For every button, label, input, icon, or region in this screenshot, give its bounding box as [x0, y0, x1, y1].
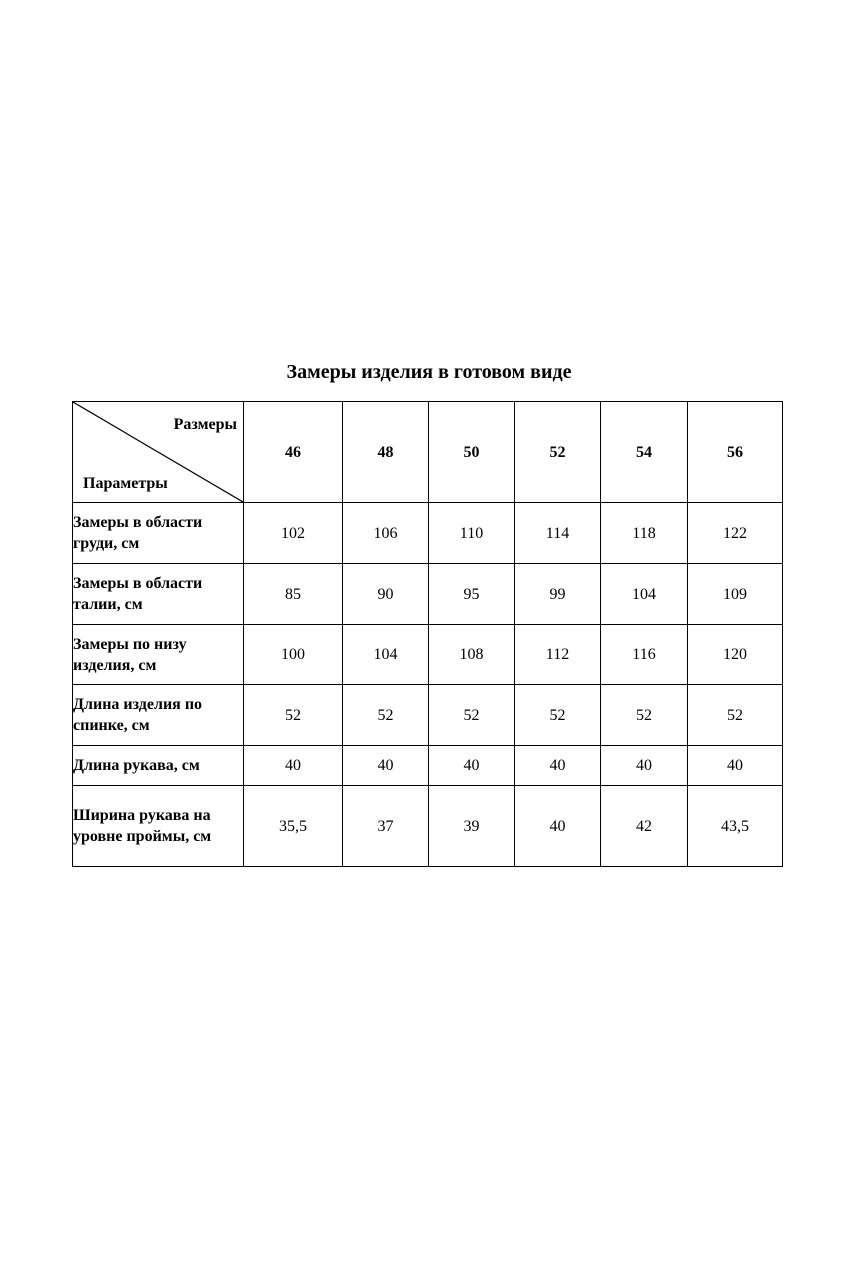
- table-row: [73, 625, 783, 685]
- table-cell: 112: [515, 625, 601, 685]
- table-cell: 114: [515, 503, 601, 564]
- table-cell: 40: [343, 746, 429, 786]
- table-cell: 106: [343, 503, 429, 564]
- table-cell: 52: [601, 685, 688, 746]
- table-cell: 120: [688, 625, 783, 685]
- table-cell: 104: [601, 564, 688, 625]
- table-row: [73, 746, 783, 786]
- table-cell: 40: [244, 746, 343, 786]
- table-cell: 90: [343, 564, 429, 625]
- header-row: [73, 402, 783, 503]
- table-cell: 118: [601, 503, 688, 564]
- row-label: Замеры в области груди, см: [73, 503, 244, 564]
- table-cell: 40: [601, 746, 688, 786]
- size-chart-table: [72, 401, 783, 867]
- table-cell: 122: [688, 503, 783, 564]
- row-label: Замеры по низу изделия, см: [73, 625, 244, 685]
- table-cell: 39: [429, 786, 515, 867]
- table-cell: 100: [244, 625, 343, 685]
- table-cell: 52: [343, 685, 429, 746]
- table-row: [73, 564, 783, 625]
- table-cell: 95: [429, 564, 515, 625]
- table-cell: 37: [343, 786, 429, 867]
- table-row: [73, 685, 783, 746]
- corner-params-label: Параметры: [83, 475, 168, 492]
- row-label: Длина изделия по спинке, см: [73, 685, 244, 746]
- table-cell: 40: [429, 746, 515, 786]
- size-header: 48: [343, 402, 429, 503]
- size-header: 52: [515, 402, 601, 503]
- table-cell: 109: [688, 564, 783, 625]
- table-cell: 108: [429, 625, 515, 685]
- table-cell: 40: [515, 786, 601, 867]
- size-header: 56: [688, 402, 783, 503]
- table-cell: 116: [601, 625, 688, 685]
- table-cell: 52: [688, 685, 783, 746]
- table-cell: 85: [244, 564, 343, 625]
- size-header: 54: [601, 402, 688, 503]
- table-row: [73, 503, 783, 564]
- row-label: Замеры в области талии, см: [73, 564, 244, 625]
- table-cell: 52: [515, 685, 601, 746]
- table-cell: 52: [429, 685, 515, 746]
- corner-sizes-label: Размеры: [173, 416, 237, 433]
- size-header: 50: [429, 402, 515, 503]
- table-cell: 52: [244, 685, 343, 746]
- table-cell: 110: [429, 503, 515, 564]
- size-header: 46: [244, 402, 343, 503]
- table-cell: 99: [515, 564, 601, 625]
- table-cell: 102: [244, 503, 343, 564]
- table-cell: 104: [343, 625, 429, 685]
- row-label: Длина рукава, см: [73, 746, 244, 786]
- corner-cell: [73, 402, 244, 503]
- table-cell: 40: [515, 746, 601, 786]
- document-title: Замеры изделия в готовом виде: [286, 361, 572, 383]
- table-row: [73, 786, 783, 867]
- table-cell: 43,5: [688, 786, 783, 867]
- table-cell: 42: [601, 786, 688, 867]
- table-cell: 40: [688, 746, 783, 786]
- table-cell: 35,5: [244, 786, 343, 867]
- row-label: Ширина рукава на уровне проймы, см: [73, 786, 244, 867]
